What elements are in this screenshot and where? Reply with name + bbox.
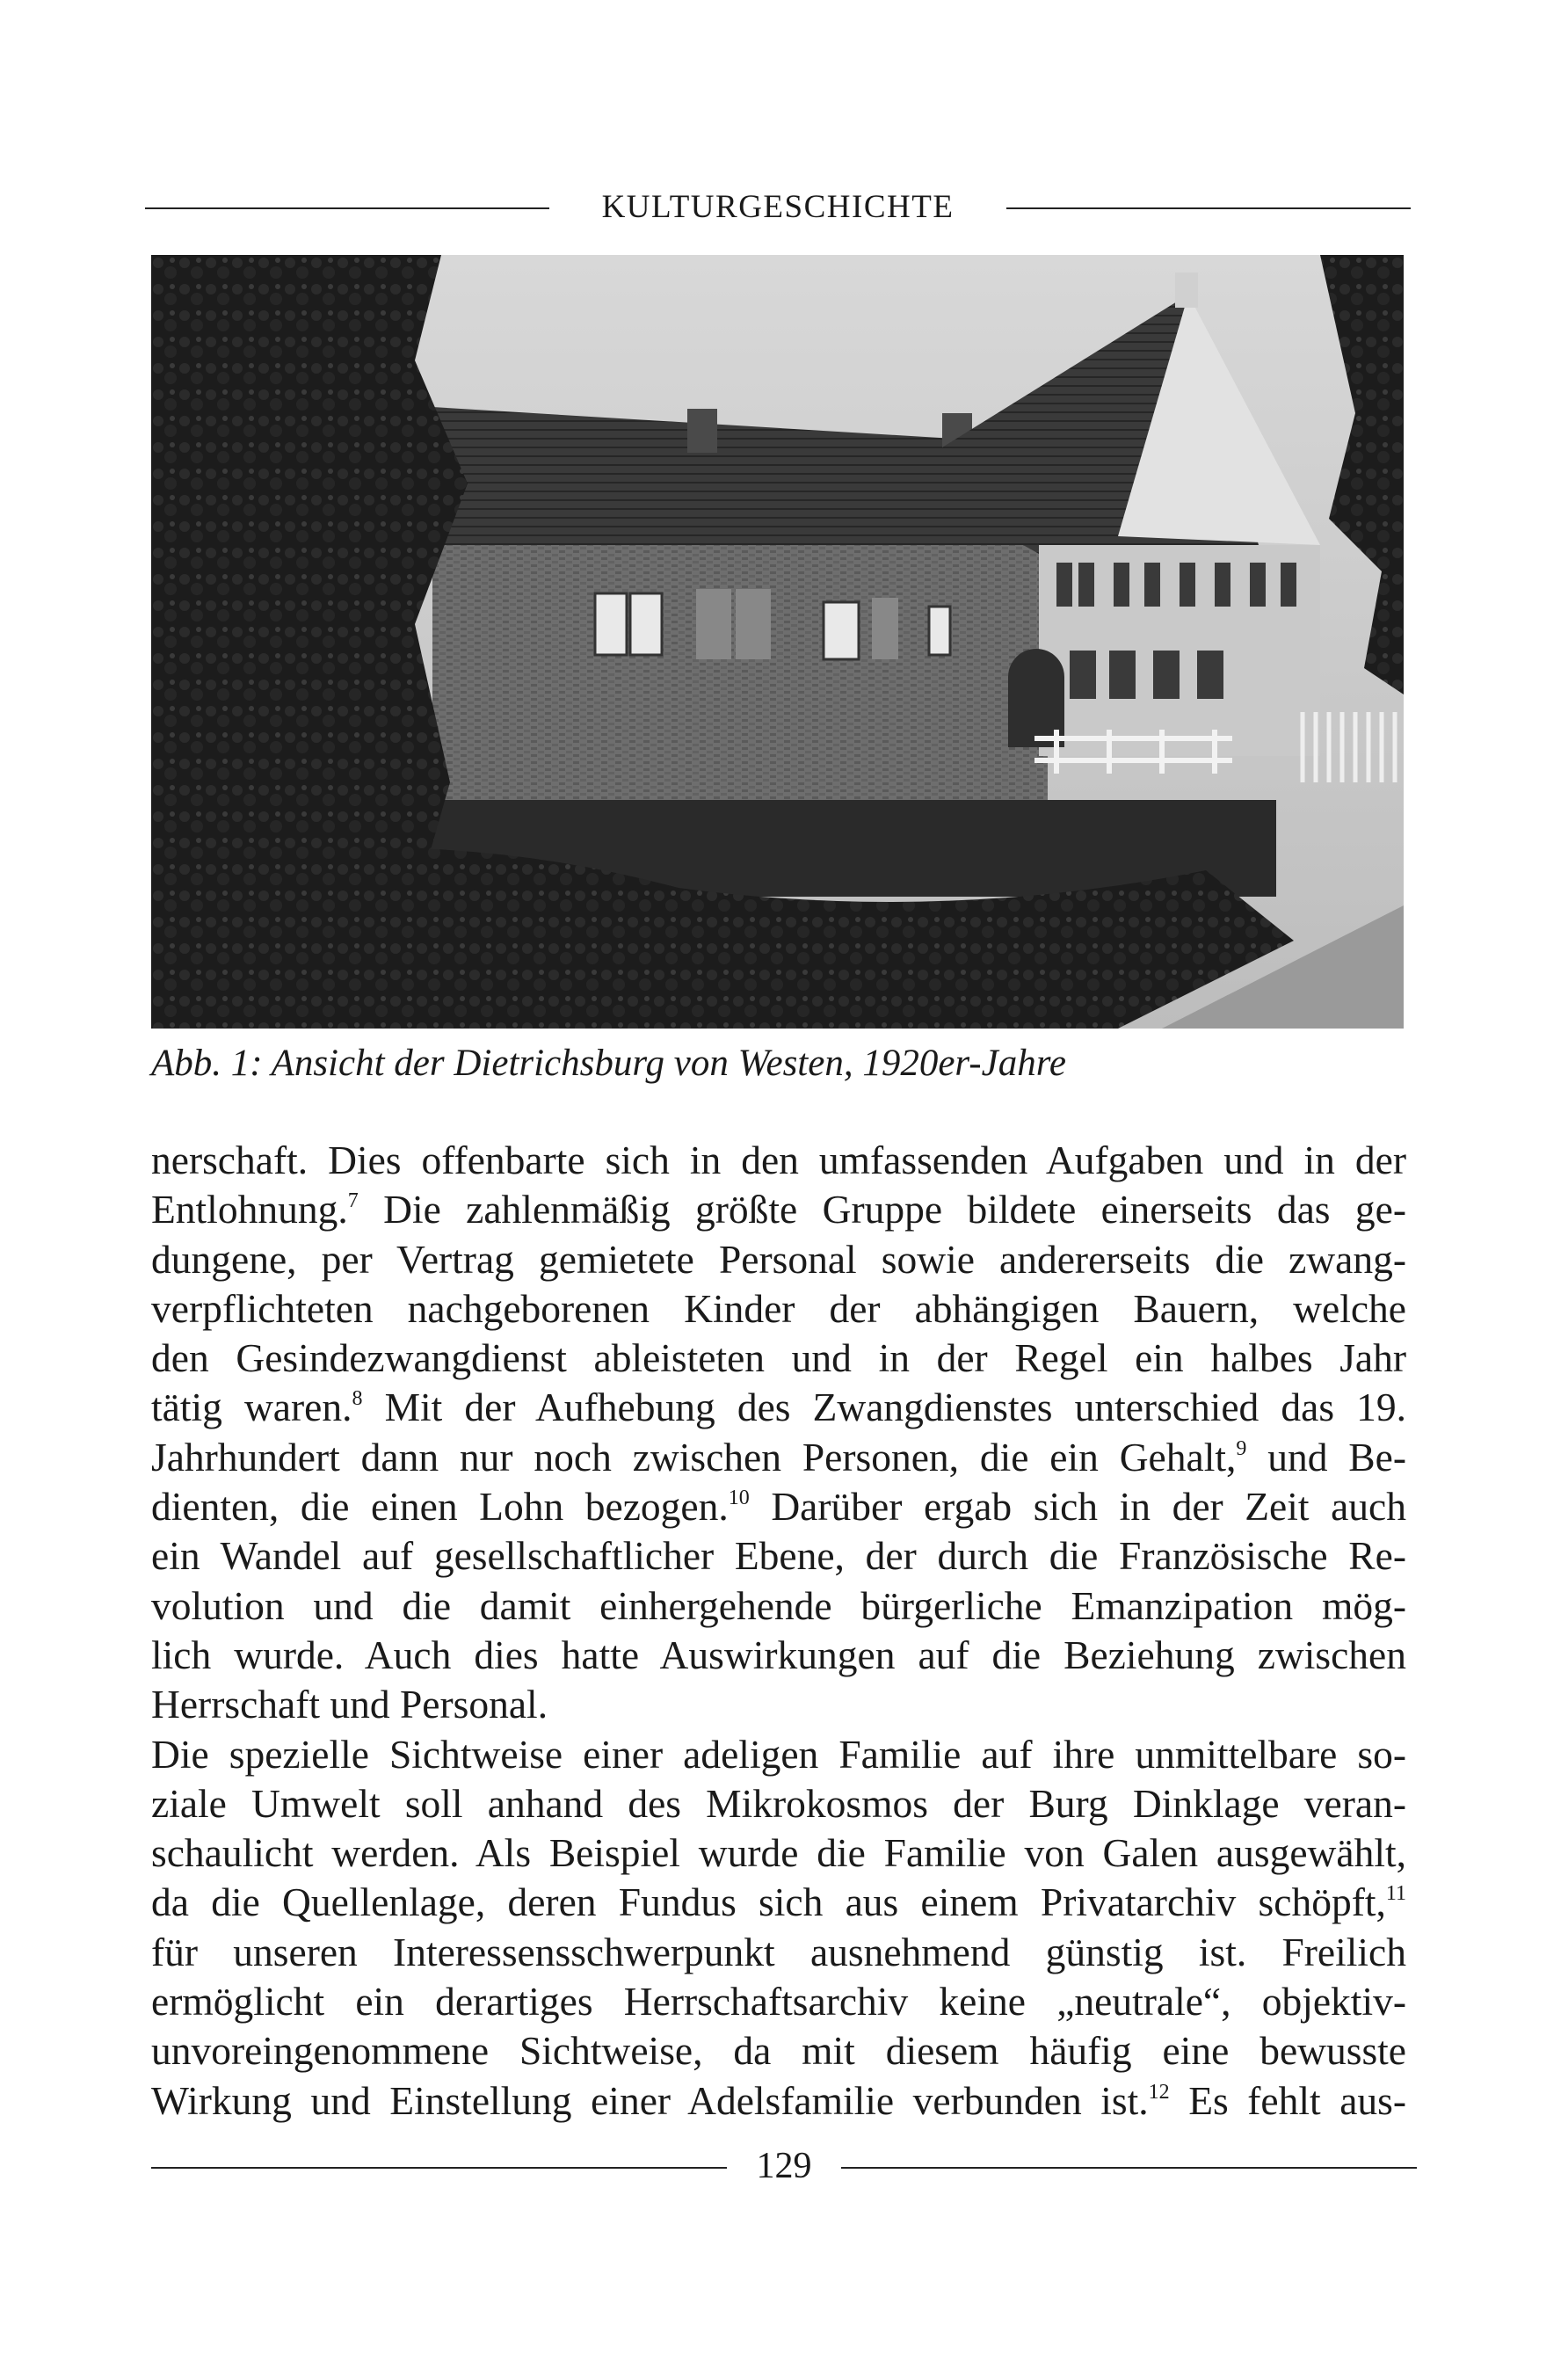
text-segment: lich wurde. Auch dies hatte Auswirkungen auf die Beziehung zwischen [151,1632,1406,1677]
text-line [151,1828,1406,1878]
text-line [151,2026,1406,2076]
footnote-marker: 7 [347,1189,359,1213]
text-segment: den Gesindezwangdienst ableisteten und in der Regel ein halbes Jahr [151,1335,1406,1381]
text-segment: verpflichteten nachgeborenen Kinder der abhängigen Bauern, welche [151,1285,1406,1331]
text-line [151,1878,1406,1927]
text-line [151,1928,1406,1977]
photo-castle-icon [151,255,1404,1029]
text-segment: ziale Umwelt soll anhand des Mikrokosmos der Burg Dinklage veran- [151,1780,1406,1826]
text-segment: Die zahlenmäßig größte Gruppe bildete einerseits das ge- [358,1187,1406,1232]
text-segment: ermöglicht ein derartiges Herrschaftsarchiv keine „neutrale“, objektiv- [151,1979,1406,2025]
text-segment: Es fehlt aus- [1169,2077,1407,2123]
text-line [151,1284,1406,1334]
text-segment: Wirkung und Einstellung einer Adelsfamilie verbunden ist. [151,2077,1149,2123]
text-line [151,1482,1406,1531]
text-line [151,1977,1406,2026]
text-segment: volution und die damit einhergehende bürgerliche Emanzipation mög- [151,1582,1406,1628]
footer-rule-right [841,2167,1417,2169]
header-rule-right [1006,207,1411,209]
text-line [151,1433,1406,1482]
text-segment: Entlohnung. [151,1187,348,1232]
footnote-marker: 12 [1148,2080,1170,2104]
castle-photo [151,255,1404,1029]
page-footer [151,2145,1417,2189]
text-line [151,1730,1406,1779]
text-segment: unvoreingenommene Sichtweise, da mit diesem häufig eine bewusste [151,2028,1406,2074]
text-segment: schaulicht werden. Als Beispiel wurde die Familie von Galen ausgewählt, [151,1830,1406,1876]
text-line [151,1581,1406,1631]
text-segment: ein Wandel auf gesellschaftlicher Ebene, der durch die Französische Re- [151,1533,1406,1579]
text-segment: für unseren Interessensschwerpunkt ausnehmend günstig ist. Freilich [151,1929,1406,1974]
footnote-marker: 9 [1236,1436,1247,1460]
text-line [151,1136,1406,1185]
text-segment: Die spezielle Sichtweise einer adeligen Familie auf ihre unmittelbare so- [151,1731,1406,1777]
text-segment: und Be- [1246,1434,1406,1479]
text-line [151,1235,1406,1284]
text-segment: Mit der Aufhebung des Zwangdienstes unterschied das 19. [362,1385,1406,1430]
text-segment: nerschaft. Dies offenbarte sich in den umfassenden Aufgaben und in der [151,1138,1406,1182]
text-line [151,1334,1406,1383]
page-number: 129 [756,2146,812,2186]
footnote-marker: 11 [1385,1882,1406,1906]
text-line [151,2076,1406,2126]
text-line [151,1185,1406,1234]
footnote-marker: 8 [352,1387,363,1411]
text-line [151,1631,1406,1680]
text-segment: Herrschaft und Personal. [151,1682,548,1727]
text-segment: dienten, die einen Lohn bezogen. [151,1484,729,1530]
text-line [151,1680,1406,1729]
running-title: KULTURGESCHICHTE [601,189,955,225]
footnote-marker: 10 [728,1487,750,1510]
text-segment: tätig waren. [151,1385,352,1430]
text-segment: dungene, per Vertrag gemietete Personal sowie andererseits die zwang- [151,1236,1406,1282]
text-segment: da die Quellenlage, deren Fundus sich aus einem Privatarchiv schöpft, [151,1879,1386,1925]
text-line [151,1383,1406,1432]
body-text [151,1136,1406,2126]
figure-caption: Abb. 1: Ansicht der Dietrichsburg von Westen, 1920er-Jahre [151,1043,1066,1084]
text-line [151,1531,1406,1581]
text-segment: Darüber ergab sich in der Zeit auch [749,1484,1406,1530]
text-segment: Jahrhundert dann nur noch zwischen Personen, die ein Gehalt, [151,1434,1237,1479]
running-head [145,188,1411,232]
text-line [151,1779,1406,1828]
